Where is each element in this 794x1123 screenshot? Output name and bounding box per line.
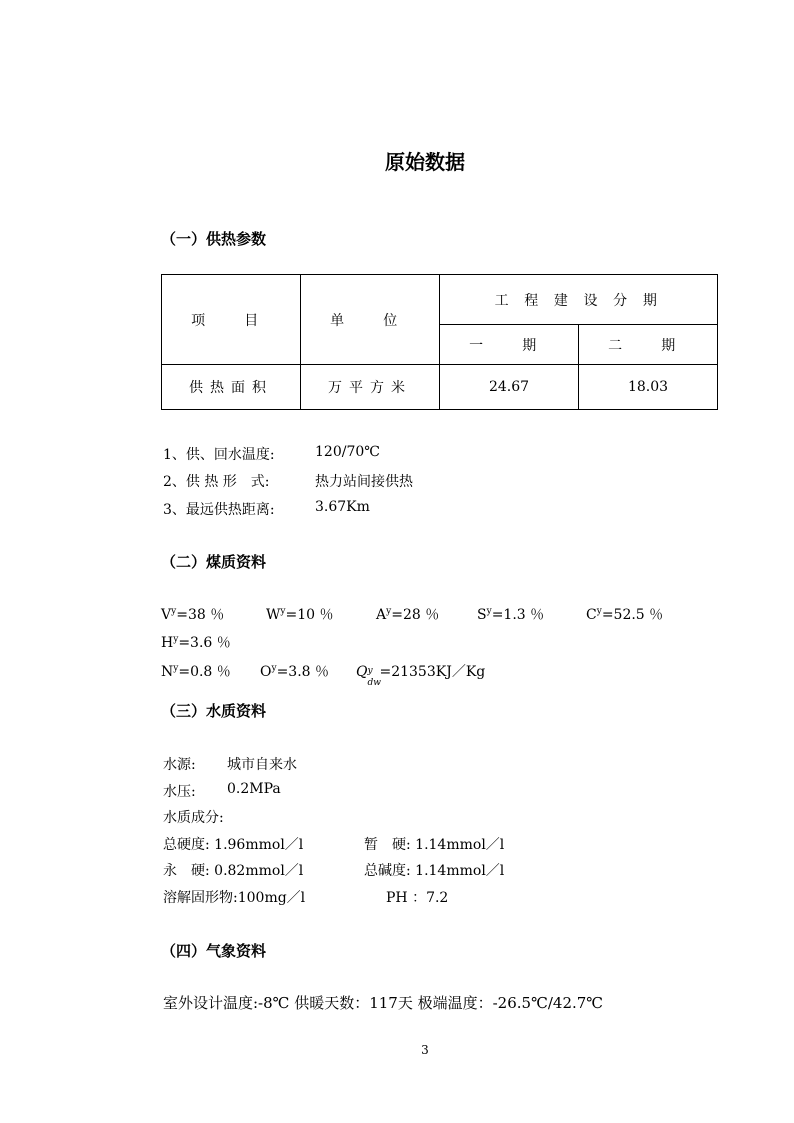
water-pressure-label: 水压: [163,784,196,800]
page-title: 原始数据 [385,150,465,174]
heating-table [161,274,718,410]
water-ph: PH ：7.2 [386,890,449,906]
water-composition-label: 水质成分: [163,810,224,826]
table-cell-phase2-value: 18.03 [579,365,718,410]
coal-h: $H^y=3.6$ ％ [161,634,231,651]
coal-a: $A^y=28$ ％ [376,606,440,623]
page-number: 3 [421,1043,429,1057]
section-weather-heading: （四）气象资料 [161,942,267,960]
table-header-unit: 单 位 [301,275,440,365]
heating-param-2-value: 热力站间接供热 [315,474,413,490]
water-temp-hardness: 暂 硬: 1.14mmol／l [364,837,505,853]
weather-line: 室外设计温度:-8℃ 供暖天数：117天 极端温度：-26.5℃/42.7℃ [163,994,604,1012]
section-water-heading: （三）水质资料 [161,702,267,720]
table-header-phase1: 一 期 [440,325,579,365]
coal-s: $S^y=1.3$ ％ [477,606,545,623]
coal-c: $C^y=52.5$ ％ [586,606,664,623]
coal-q: Q y dw =21353KJ／Kg [356,664,486,688]
water-dissolved-solids: 溶解固形物:100mg／l [163,890,306,906]
coal-v: $V^y=38$ ％ [161,606,225,623]
heating-param-2-label: 2、供 热 形 式: [163,474,270,490]
water-total-alkalinity: 总碱度: 1.14mmol／l [364,863,505,879]
water-source-label: 水源: [163,757,196,773]
table-cell-phase1-value: 24.67 [440,365,579,410]
water-pressure-value: 0.2MPa [227,781,281,797]
water-source-value: 城市自来水 [227,757,297,773]
table-header-phase2: 二 期 [579,325,718,365]
table-cell-row-item: 供热面积 [162,365,301,410]
section-heating-heading: （一）供热参数 [161,230,267,248]
table-header-phase: 工 程 建 设 分 期 [440,275,718,325]
table-cell-row-unit: 万平方米 [301,365,440,410]
water-perm-hardness: 永 硬: 0.82mmol／l [163,863,304,879]
heating-param-1-label: 1、供、回水温度: [163,447,275,463]
heating-param-1-value: 120/70℃ [315,444,380,460]
coal-w: $W^y=10$ ％ [266,606,334,623]
water-total-hardness: 总硬度: 1.96mmol／l [163,837,304,853]
heating-param-3-value: 3.67Km [315,499,370,515]
table-header-item: 项 目 [162,275,301,365]
coal-o: $O^y=3.8$ ％ [260,663,330,680]
coal-n: $N^y=0.8$ ％ [161,663,231,680]
heating-param-3-label: 3、最远供热距离: [163,502,275,518]
section-coal-heading: （二）煤质资料 [161,553,267,571]
